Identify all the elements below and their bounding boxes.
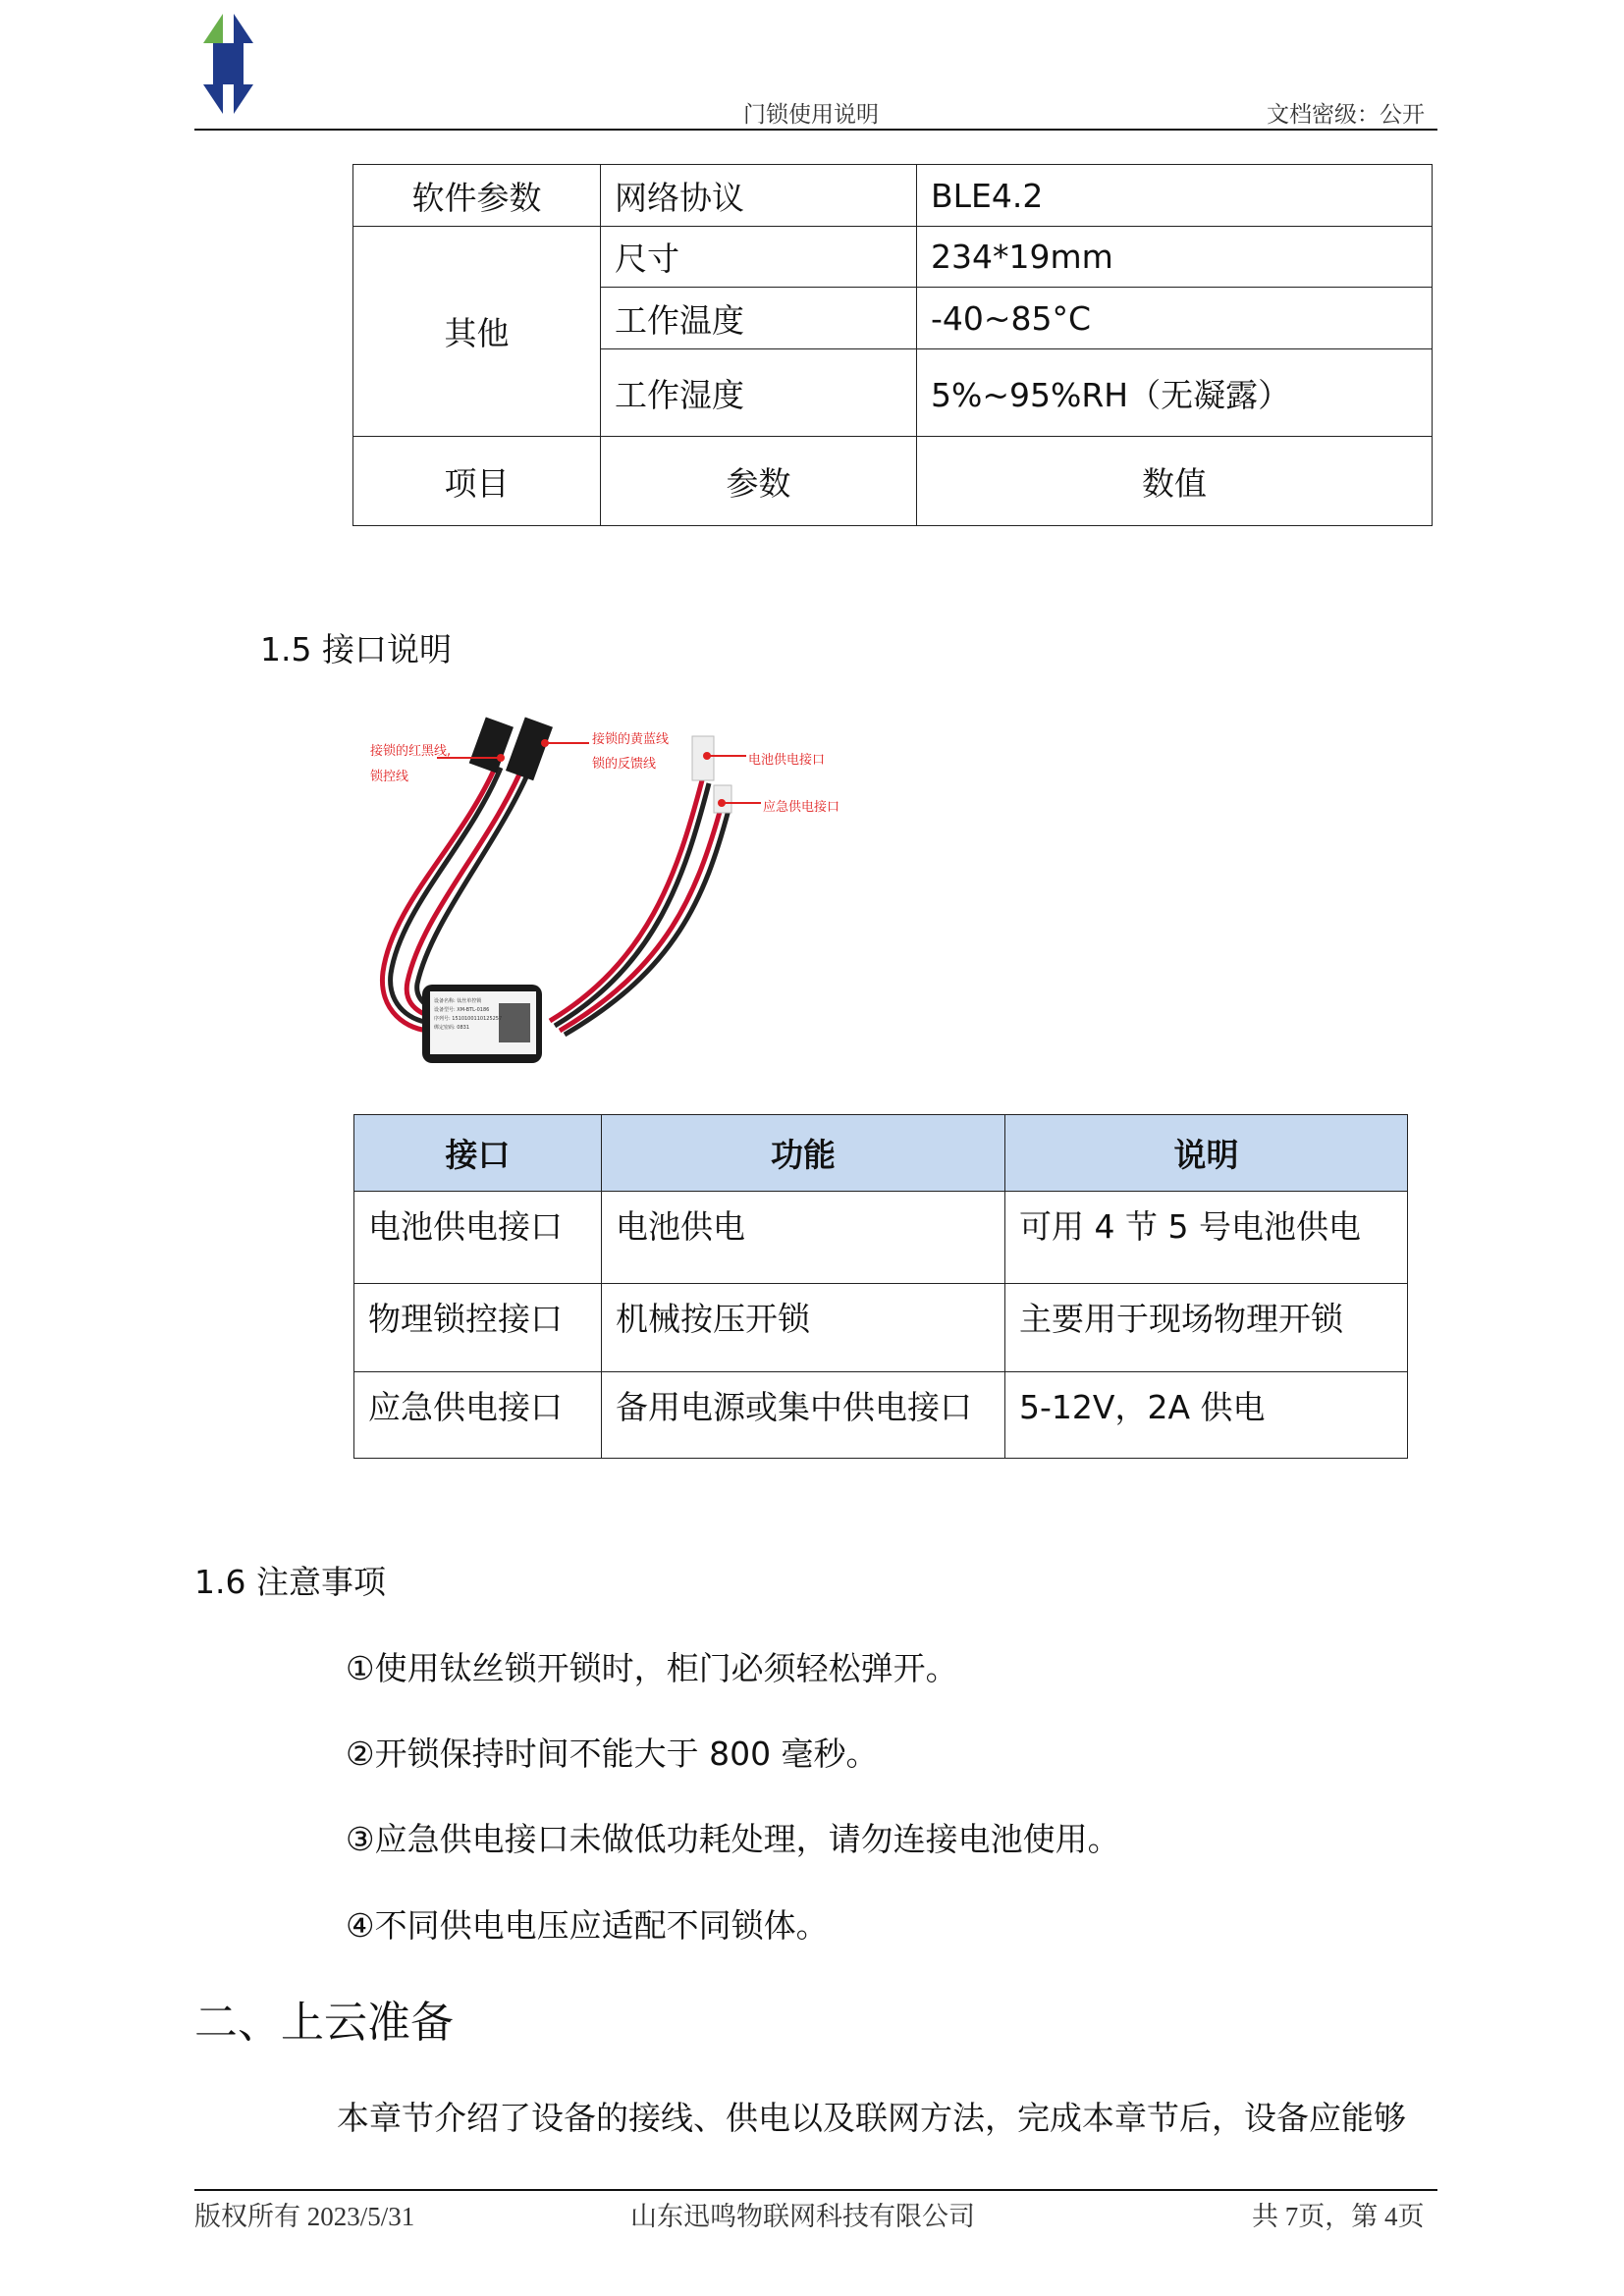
cell: 主要用于现场物理开锁 — [1005, 1284, 1408, 1372]
section-1-6-heading: 1.6 注意事项 — [194, 1563, 386, 1601]
cell: 软件参数 — [353, 165, 601, 227]
device-sticker: 设备名称: 钛丝单控锁 设备型号: XM-BTL-0186 序列号: 1510100110125257 绑定密码: 0831 — [434, 998, 503, 1031]
column-header: 功能 — [602, 1115, 1005, 1192]
cell: 电池供电 — [602, 1192, 1005, 1284]
cell: 尺寸 — [601, 227, 917, 288]
cell: 网络协议 — [601, 165, 917, 227]
cell: 可用 4 节 5 号电池供电 — [1005, 1192, 1408, 1284]
footer-page-number: 共 7页，第 4页 — [1252, 2202, 1425, 2231]
label-yellow-blue-wire: 接锁的黄蓝线 — [592, 732, 670, 747]
chapter-2-heading: 二、上云准备 — [194, 1998, 454, 2048]
label-red-black-wire: 接锁的红黑线, — [370, 744, 452, 759]
footer-rule — [194, 2189, 1437, 2191]
cell: 5-12V，2A 供电 — [1005, 1372, 1408, 1459]
cell: 数值 — [917, 437, 1433, 526]
label-emergency-port: 应急供电接口 — [763, 800, 840, 815]
note-item: ③应急供电接口未做低功耗处理，请勿连接电池使用。 — [346, 1820, 1120, 1858]
note-item: ①使用钛丝锁开锁时，柜门必须轻松弹开。 — [346, 1649, 958, 1687]
header-security-level: 文档密级：公开 — [1267, 102, 1425, 128]
column-header: 说明 — [1005, 1115, 1408, 1192]
header-doc-title: 门锁使用说明 — [743, 102, 879, 128]
chapter-2-intro: 本章节介绍了设备的接线、供电以及联网方法，完成本章节后，设备应能够 — [337, 2099, 1406, 2137]
cell: -40~85°C — [917, 288, 1433, 349]
table-row — [354, 1284, 1408, 1372]
cell: 电池供电接口 — [354, 1192, 602, 1284]
table-row — [354, 1372, 1408, 1459]
note-item: ④不同供电电压应适配不同锁体。 — [346, 1906, 829, 1945]
cell: 工作温度 — [601, 288, 917, 349]
label-feedback-wire: 锁的反馈线 — [592, 757, 657, 772]
cell: 机械按压开锁 — [602, 1284, 1005, 1372]
header-rule — [194, 129, 1437, 131]
footer-copyright: 版权所有 2023/5/31 — [194, 2202, 415, 2231]
spec-table — [352, 164, 1433, 526]
cell: 应急供电接口 — [354, 1372, 602, 1459]
cell: 其他 — [353, 227, 601, 437]
label-battery-port: 电池供电接口 — [748, 753, 826, 768]
cell: 5%~95%RH（无凝露） — [917, 349, 1433, 437]
company-logo — [201, 14, 304, 114]
footer-company: 山东迅鸣物联网科技有限公司 — [630, 2202, 975, 2231]
note-item: ②开锁保持时间不能大于 800 毫秒。 — [346, 1735, 879, 1773]
cell: 备用电源或集中供电接口 — [602, 1372, 1005, 1459]
interface-table — [353, 1114, 1408, 1459]
cell: 物理锁控接口 — [354, 1284, 602, 1372]
cell: 项目 — [353, 437, 601, 526]
section-1-5-heading: 1.5 接口说明 — [260, 630, 452, 668]
wiring-harness-image — [353, 707, 1001, 1080]
cell: BLE4.2 — [917, 165, 1433, 227]
cell: 234*19mm — [917, 227, 1433, 288]
cell: 参数 — [601, 437, 917, 526]
label-lock-control-wire: 锁控线 — [370, 770, 409, 784]
cell: 工作湿度 — [601, 349, 917, 437]
table-row — [354, 1192, 1408, 1284]
column-header: 接口 — [354, 1115, 602, 1192]
